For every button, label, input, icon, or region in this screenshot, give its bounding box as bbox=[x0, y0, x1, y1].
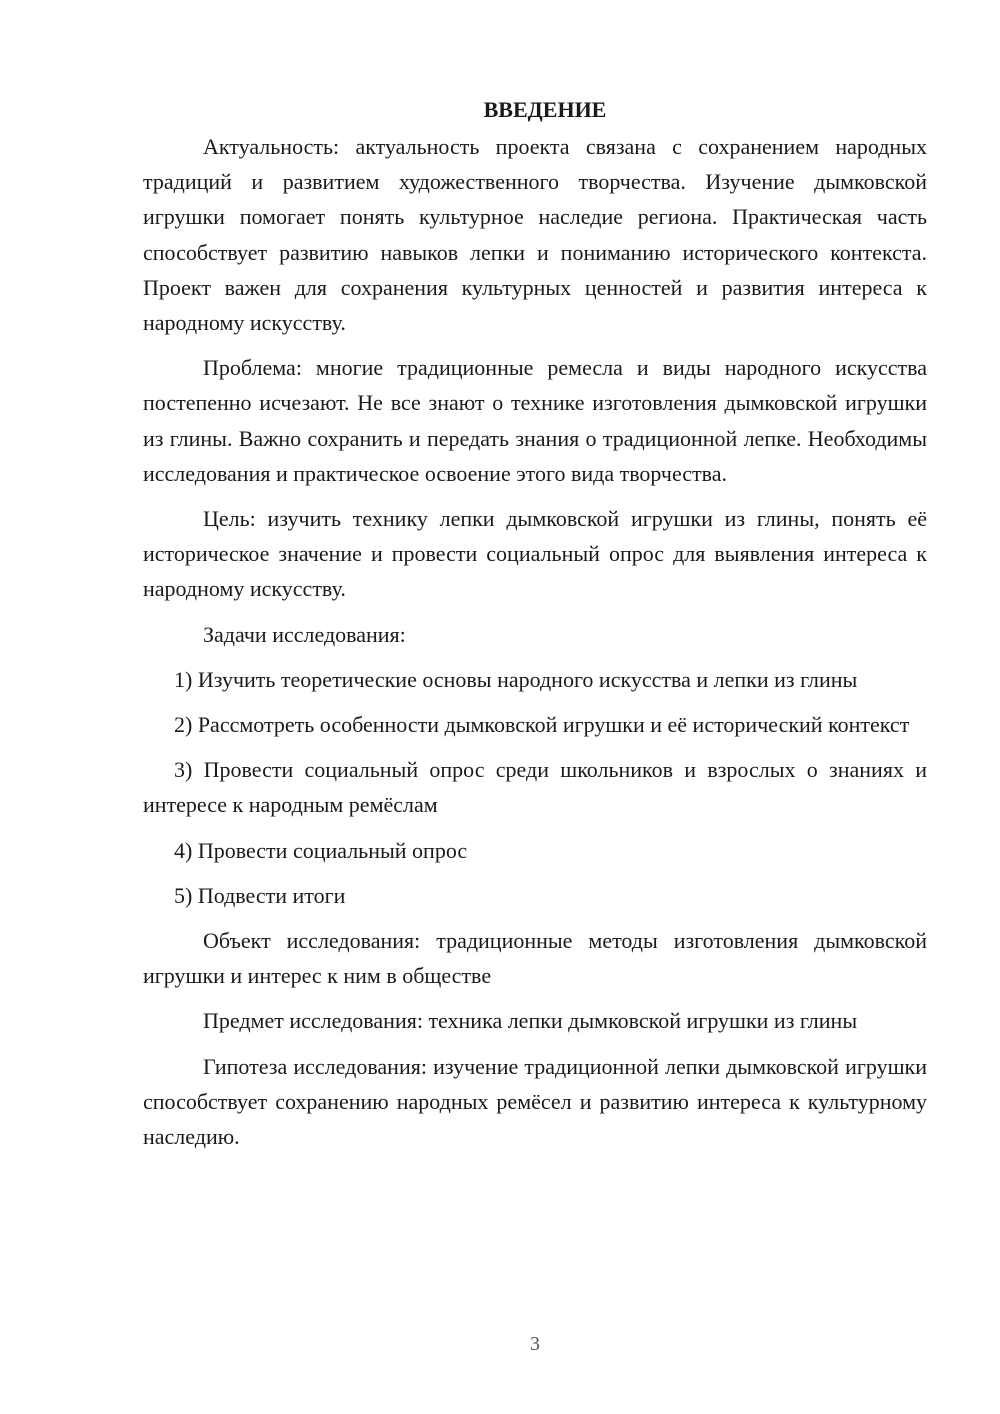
task-item-2: 2) Рассмотреть особенности дымковской игрушки и её исторический контекст bbox=[174, 712, 910, 738]
paragraph-problem: Проблема: многие традиционные ремесла и виды народного искусства постепенно исчезают. Не все знают о технике изготовления дымковской игрушки из глины. Важно сохранить и передать знания о традиционной лепке. Необходимы исследования и практическое освоение этого вида творчества. bbox=[143, 355, 927, 486]
page-number: 3 bbox=[530, 1333, 540, 1355]
document-page bbox=[143, 92, 927, 1164]
task-item-1: 1) Изучить теоретические основы народного искусства и лепки из глины bbox=[174, 666, 858, 692]
paragraph-hypothesis: Гипотеза исследования: изучение традиционной лепки дымковской игрушки способствует сохранению народных ремёсел и развитию интереса к культурному наследию. bbox=[143, 1053, 927, 1150]
paragraph-relevance: Актуальность: актуальность проекта связана с сохранением народных традиций и развитием художественного творчества. Изучение дымковской игрушки помогает понять культурное наследие региона. Практическая часть способствует развитию навыков лепки и пониманию исторического контекста. Проект важен для сохранения культурных ценностей и развития интереса к народному искусству. bbox=[143, 134, 927, 336]
task-item-3: 3) Провести социальный опрос среди школьников и взрослых о знаниях и интересе к народным ремёслам bbox=[143, 757, 927, 818]
paragraph-goal: Цель: изучить технику лепки дымковской игрушки из глины, понять её историческое значение и провести социальный опрос для выявления интереса к народному искусству. bbox=[143, 506, 927, 602]
task-item-5: 5) Подвести итоги bbox=[174, 882, 346, 908]
paragraph-object: Объект исследования: традиционные методы изготовления дымковской игрушки и интерес к ним в обществе bbox=[143, 928, 927, 989]
paragraph-subject: Предмет исследования: техника лепки дымковской игрушки из глины bbox=[203, 1008, 858, 1034]
section-title: ВВЕДЕНИЕ bbox=[483, 97, 607, 122]
task-item-4: 4) Провести социальный опрос bbox=[174, 837, 468, 863]
tasks-heading: Задачи исследования: bbox=[203, 621, 406, 647]
